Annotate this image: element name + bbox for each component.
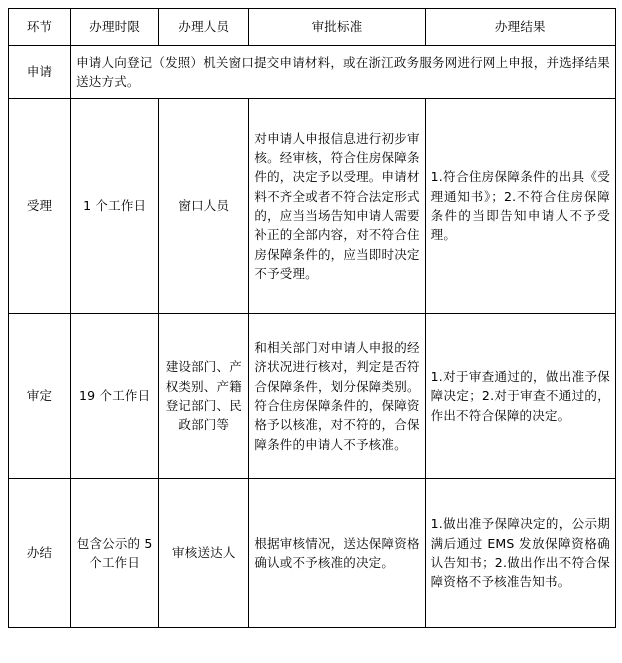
table-header-row bbox=[9, 9, 616, 46]
cell-stage-accept: 受理 bbox=[9, 99, 71, 314]
cell-time-limit-review: 19 个工作日 bbox=[71, 314, 159, 479]
header-cell-result: 办理结果 bbox=[425, 9, 615, 46]
cell-time-limit-finish: 包含公示的 5 个工作日 bbox=[71, 479, 159, 628]
header-cell-stage: 环节 bbox=[9, 9, 71, 46]
cell-staff-review: 建设部门、产权类别、产籍登记部门、民政部门等 bbox=[159, 314, 249, 479]
cell-time-limit-accept: 1 个工作日 bbox=[71, 99, 159, 314]
cell-criteria-review: 和相关部门对申请人申报的经济状况进行核对，判定是否符合保障条件，划分保障类别。符合住房保障条件的，保障资格予以核准，对不符的，合保障条件的申请人不予核准。 bbox=[249, 314, 425, 479]
cell-result-finish: 1.做出准予保障决定的，公示期满后通过 EMS 发放保障资格确认告知书；2.做出作出不符合保障资格不予核准告知书。 bbox=[425, 479, 615, 628]
cell-stage-apply: 申请 bbox=[9, 46, 71, 99]
cell-apply-description: 申请人向登记（发照）机关窗口提交申请材料，或在浙江政务服务网进行网上申报，并选择结果送达方式。 bbox=[71, 46, 616, 99]
cell-result-review: 1.对于审查通过的，做出准予保障决定；2.对于审查不通过的，作出不符合保障的决定。 bbox=[425, 314, 615, 479]
cell-stage-review: 审定 bbox=[9, 314, 71, 479]
table-row bbox=[9, 46, 616, 99]
header-cell-time-limit: 办理时限 bbox=[71, 9, 159, 46]
approval-process-table bbox=[8, 8, 616, 628]
cell-result-accept: 1.符合住房保障条件的出具《受理通知书》；2.不符合住房保障条件的当即告知申请人不予受理。 bbox=[425, 99, 615, 314]
table-row bbox=[9, 479, 616, 628]
header-cell-criteria: 审批标准 bbox=[249, 9, 425, 46]
header-cell-staff: 办理人员 bbox=[159, 9, 249, 46]
cell-staff-finish: 审核送达人 bbox=[159, 479, 249, 628]
cell-criteria-accept: 对申请人申报信息进行初步审核。经审核，符合住房保障条件的，决定予以受理。申请材料不齐全或者不符合法定形式的，应当当场告知申请人需要补正的全部内容，对不符合住房保障条件的，应当即时决定不予受理。 bbox=[249, 99, 425, 314]
cell-criteria-finish: 根据审核情况，送达保障资格确认或不予核准的决定。 bbox=[249, 479, 425, 628]
table-row bbox=[9, 314, 616, 479]
cell-staff-accept: 窗口人员 bbox=[159, 99, 249, 314]
table-row bbox=[9, 99, 616, 314]
cell-stage-finish: 办结 bbox=[9, 479, 71, 628]
